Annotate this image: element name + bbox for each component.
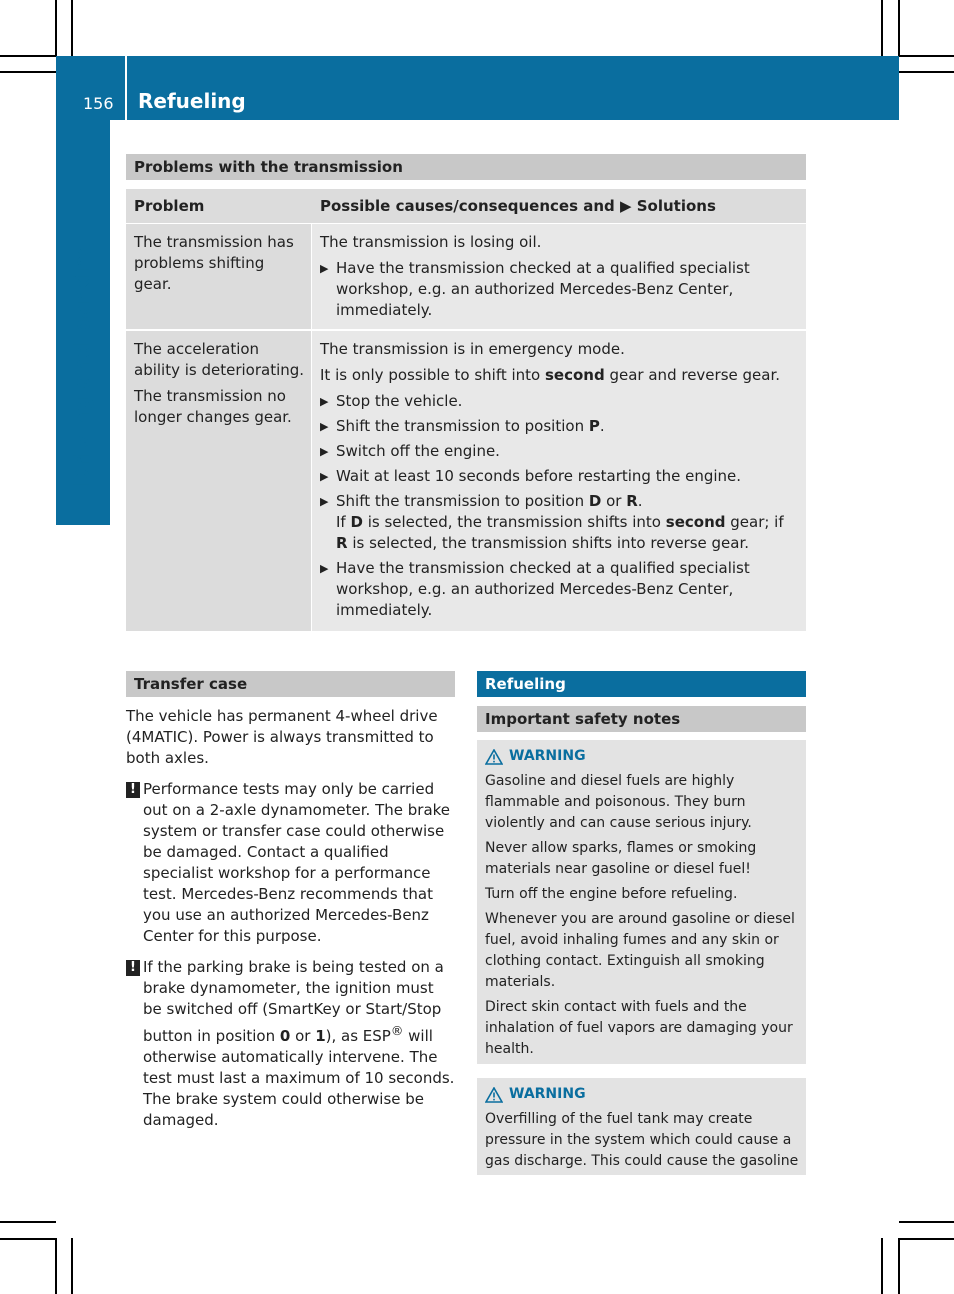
warning-text: Overfilling of the fuel tank may create pressure in the system which could cause a gas discharge. This could cause the gasoline bbox=[485, 1111, 799, 1169]
crop-mark bbox=[899, 1221, 954, 1223]
page-header bbox=[56, 56, 899, 120]
solution-step: ▶ Stop the vehicle. bbox=[320, 392, 463, 410]
crop-mark bbox=[55, 1238, 57, 1294]
solution-step: ▶ Have the transmission checked at a qualified specialist workshop, e.g. an authorized Mercedes-Benz Center, immediately. bbox=[320, 259, 750, 319]
cause-text: The transmission is losing oil. bbox=[320, 233, 542, 251]
transfer-case-title: Transfer case bbox=[126, 671, 455, 697]
col-solutions-header: Possible causes/consequences and ▶ Solutions bbox=[320, 197, 716, 215]
caution-note: ! Performance tests may only be carried out on a 2-axle dynamometer. The brake system or transfer case could otherwise be damaged. Contact a qualified specialist workshop for a performance test. Mercedes-Benz recommends that you use an authorized Mercedes-Benz Center for this purpose. bbox=[126, 779, 456, 947]
crop-mark bbox=[0, 71, 56, 73]
table-header-row bbox=[126, 189, 806, 223]
crop-mark bbox=[898, 1238, 900, 1294]
crop-mark bbox=[71, 1238, 73, 1294]
arrow-right-icon: ▶ bbox=[320, 445, 329, 458]
arrow-right-icon: ▶ bbox=[320, 562, 329, 575]
arrow-right-icon: ▶ bbox=[320, 495, 329, 508]
warning-text: Whenever you are around gasoline or diesel fuel, avoid inhaling fumes and any skin or clothing contact. Extinguish all smoking materials. bbox=[485, 911, 795, 990]
crop-mark bbox=[881, 1238, 883, 1294]
problem-text: The transmission no longer changes gear. bbox=[134, 387, 292, 426]
solution-step: ▶ Have the transmission checked at a qualified specialist workshop, e.g. an authorized Mercedes-Benz Center, immediately. bbox=[320, 559, 750, 619]
warning-text: Direct skin contact with fuels and the inhalation of fuel vapors are damaging your health. bbox=[485, 999, 793, 1057]
warning-text: Gasoline and diesel fuels are highly flammable and poisonous. They burn violently and can cause serious injury. bbox=[485, 773, 752, 831]
crop-mark bbox=[899, 1238, 954, 1240]
cause-text: The transmission is in emergency mode. bbox=[320, 340, 625, 358]
page-title: Refueling bbox=[138, 89, 246, 113]
table-row-2-solution bbox=[312, 331, 806, 631]
crop-mark bbox=[55, 0, 57, 56]
problem-text: The acceleration ability is deteriorating. bbox=[134, 340, 305, 379]
warning-triangle-icon bbox=[485, 1087, 503, 1103]
cause-text: It is only possible to shift into second gear and reverse gear. bbox=[320, 366, 781, 384]
transfer-case-intro: The vehicle has permanent 4-wheel drive (4MATIC). Power is always transmitted to both axles. bbox=[126, 707, 438, 767]
col-problem-header: Problem bbox=[134, 197, 205, 215]
caution-note: ! If the parking brake is being tested on a brake dynamometer, the ignition must be switched off (SmartKey or Start/Stop button in position 0 or 1), as ESP® will otherwise automatically intervene. The test must last a maximum of 10 seconds. The brake system could otherwise be damaged. bbox=[126, 957, 456, 1131]
warning-text: Never allow sparks, flames or smoking materials near gasoline or diesel fuel! bbox=[485, 840, 757, 877]
arrow-right-icon: ▶ bbox=[320, 262, 329, 275]
crop-mark bbox=[0, 55, 56, 57]
crop-mark bbox=[899, 71, 954, 73]
table-row-1-problem bbox=[126, 224, 311, 329]
arrow-right-icon: ▶ bbox=[320, 470, 329, 483]
warning-header: WARNING bbox=[485, 746, 800, 767]
solution-step: ▶ Wait at least 10 seconds before restarting the engine. bbox=[320, 467, 742, 485]
crop-mark bbox=[71, 0, 73, 56]
crop-mark bbox=[898, 0, 900, 56]
warning-box-1 bbox=[477, 740, 806, 1064]
header-divider bbox=[125, 56, 127, 120]
page-number: 156 bbox=[83, 94, 114, 113]
table-row-2-problem bbox=[126, 331, 311, 631]
transfer-case-body bbox=[126, 706, 456, 1141]
exclamation-icon: ! bbox=[126, 782, 140, 798]
transmission-section-title: Problems with the transmission bbox=[126, 154, 806, 180]
refueling-section-title: Refueling bbox=[477, 671, 806, 697]
safety-notes-title: Important safety notes bbox=[477, 706, 806, 732]
warning-header: WARNING bbox=[485, 1084, 800, 1105]
solution-step: ▶ Shift the transmission to position P. bbox=[320, 417, 605, 435]
arrow-right-icon: ▶ bbox=[320, 395, 329, 408]
crop-mark bbox=[0, 1221, 56, 1223]
warning-box-2 bbox=[477, 1078, 806, 1175]
crop-mark bbox=[0, 1238, 56, 1240]
solution-step: ▶ Shift the transmission to position D or R. If D is selected, the transmission shifts into second gear; if R is selected, the transmission shifts into reverse gear. bbox=[320, 492, 784, 552]
arrow-right-icon: ▶ bbox=[320, 420, 329, 433]
crop-mark bbox=[899, 55, 954, 57]
chapter-label: Driving and parking bbox=[70, 239, 96, 487]
solution-step: ▶ Switch off the engine. bbox=[320, 442, 500, 460]
warning-triangle-icon bbox=[485, 749, 503, 765]
exclamation-icon: ! bbox=[126, 960, 140, 976]
warning-text: Turn off the engine before refueling. bbox=[485, 886, 738, 902]
table-row-1-solution bbox=[312, 224, 806, 329]
problem-text: The transmission has problems shifting gear. bbox=[134, 233, 294, 293]
crop-mark bbox=[881, 0, 883, 56]
